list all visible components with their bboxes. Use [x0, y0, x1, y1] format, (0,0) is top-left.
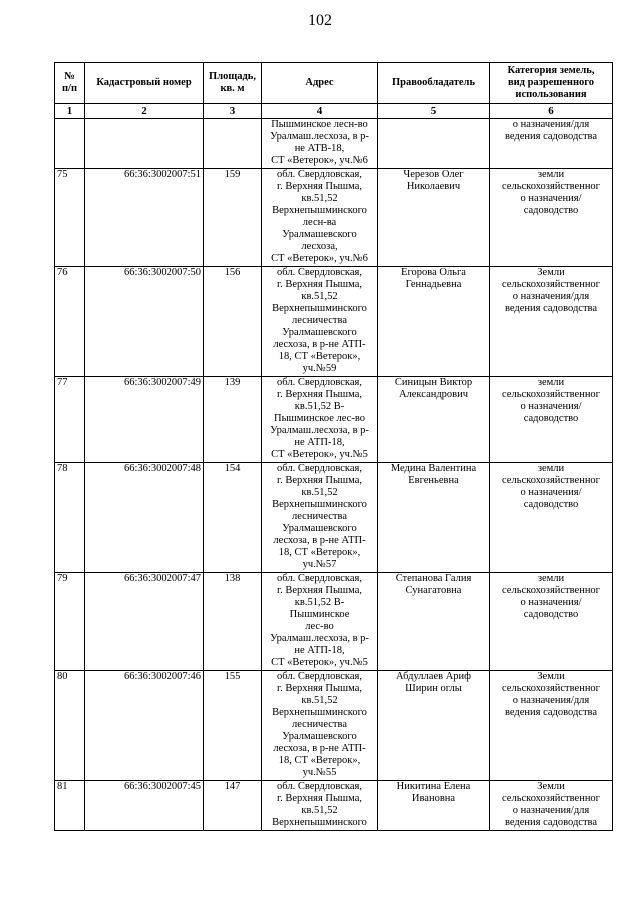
- table-row: [55, 671, 613, 781]
- address: обл. Свердловская, г. Верхняя Пышма, кв.51,52 Верхнепышминского лесничества Уралмашевского лесхоза, в р-не АТП- 18, СТ «Ветерок», уч.№57: [262, 463, 378, 573]
- cadastral-number: 66:36:3002007:47: [85, 573, 204, 671]
- table-row: [55, 267, 613, 377]
- row-number: 78: [55, 463, 85, 573]
- row-number: 80: [55, 671, 85, 781]
- owner: Никитина Елена Ивановна: [378, 781, 490, 831]
- address: обл. Свердловская, г. Верхняя Пышма, кв.51,52 В- Пышминское лес-во Уралмаш.лесхоза, в р- не АТП-18, СТ «Ветерок», уч.№5: [262, 573, 378, 671]
- owner: Черезов Олег Николаевич: [378, 169, 490, 267]
- cadastral-number: 66:36:3002007:50: [85, 267, 204, 377]
- column-numbers-row: [55, 104, 613, 119]
- table-row: [55, 119, 613, 169]
- address: обл. Свердловская, г. Верхняя Пышма, кв.51,52 В- Пышминское лес-во Уралмаш.лесхоза, в р- не АТП-18, СТ «Ветерок», уч.№5: [262, 377, 378, 463]
- cadastral-number: [85, 119, 204, 169]
- table-row: [55, 169, 613, 267]
- address: обл. Свердловская, г. Верхняя Пышма, кв.51,52 Верхнепышминского лесничества Уралмашевского лесхоза, в р-не АТП- 18, СТ «Ветерок», уч.№55: [262, 671, 378, 781]
- header-category: Категория земель, вид разрешенного использования: [490, 63, 613, 104]
- owner: Абдуллаев Ариф Ширин оглы: [378, 671, 490, 781]
- col-num-6: 6: [490, 104, 613, 119]
- address: обл. Свердловская, г. Верхняя Пышма, кв.51,52 Верхнепышминского: [262, 781, 378, 831]
- table-header-row: [55, 63, 613, 104]
- owner: Синицын Виктор Александрович: [378, 377, 490, 463]
- land-category: Земли сельскохозяйственног о назначения/для ведения садоводства: [490, 267, 613, 377]
- row-number: [55, 119, 85, 169]
- table-row: [55, 377, 613, 463]
- cadastral-number: 66:36:3002007:49: [85, 377, 204, 463]
- cadastral-number: 66:36:3002007:51: [85, 169, 204, 267]
- area-value: [204, 119, 262, 169]
- area-value: 139: [204, 377, 262, 463]
- row-number: 79: [55, 573, 85, 671]
- owner: Степанова Галия Сунагатовна: [378, 573, 490, 671]
- land-category: Земли сельскохозяйственног о назначения/для ведения садоводства: [490, 671, 613, 781]
- area-value: 147: [204, 781, 262, 831]
- land-category: земли сельскохозяйственног о назначения/ садоводство: [490, 377, 613, 463]
- header-owner: Правообладатель: [378, 63, 490, 104]
- area-value: 138: [204, 573, 262, 671]
- land-category: о назначения/для ведения садоводства: [490, 119, 613, 169]
- header-cadastral: Кадастровый номер: [85, 63, 204, 104]
- area-value: 154: [204, 463, 262, 573]
- cadastral-number: 66:36:3002007:45: [85, 781, 204, 831]
- area-value: 156: [204, 267, 262, 377]
- area-value: 159: [204, 169, 262, 267]
- col-num-3: 3: [204, 104, 262, 119]
- address: Пышминское лесн-во Уралмаш.лесхоза, в р- не АТВ-18, СТ «Ветерок», уч.№6: [262, 119, 378, 169]
- row-number: 81: [55, 781, 85, 831]
- row-number: 75: [55, 169, 85, 267]
- owner: Медина Валентина Евгеньевна: [378, 463, 490, 573]
- land-category: Земли сельскохозяйственног о назначения/для ведения садоводства: [490, 781, 613, 831]
- row-number: 77: [55, 377, 85, 463]
- address: обл. Свердловская, г. Верхняя Пышма, кв.51,52 Верхнепышминского лесничества Уралмашевского лесхоза, в р-не АТП- 18, СТ «Ветерок», уч.№59: [262, 267, 378, 377]
- header-number: № п/п: [55, 63, 85, 104]
- land-register-table: [54, 62, 613, 831]
- table-row: [55, 781, 613, 831]
- area-value: 155: [204, 671, 262, 781]
- page-number: 102: [308, 12, 332, 29]
- row-number: 76: [55, 267, 85, 377]
- cadastral-number: 66:36:3002007:46: [85, 671, 204, 781]
- cadastral-number: 66:36:3002007:48: [85, 463, 204, 573]
- col-num-2: 2: [85, 104, 204, 119]
- table-row: [55, 573, 613, 671]
- header-area: Площадь, кв. м: [204, 63, 262, 104]
- col-num-4: 4: [262, 104, 378, 119]
- col-num-5: 5: [378, 104, 490, 119]
- table-row: [55, 463, 613, 573]
- land-category: земли сельскохозяйственног о назначения/ садоводство: [490, 463, 613, 573]
- header-address: Адрес: [262, 63, 378, 104]
- land-category: земли сельскохозяйственног о назначения/ садоводство: [490, 169, 613, 267]
- address: обл. Свердловская, г. Верхняя Пышма, кв.51,52 Верхнепышминского лесн-ва Уралмашевского лесхоза, СТ «Ветерок», уч.№6: [262, 169, 378, 267]
- col-num-1: 1: [55, 104, 85, 119]
- land-category: земли сельскохозяйственног о назначения/ садоводство: [490, 573, 613, 671]
- owner: [378, 119, 490, 169]
- owner: Егорова Ольга Геннадьевна: [378, 267, 490, 377]
